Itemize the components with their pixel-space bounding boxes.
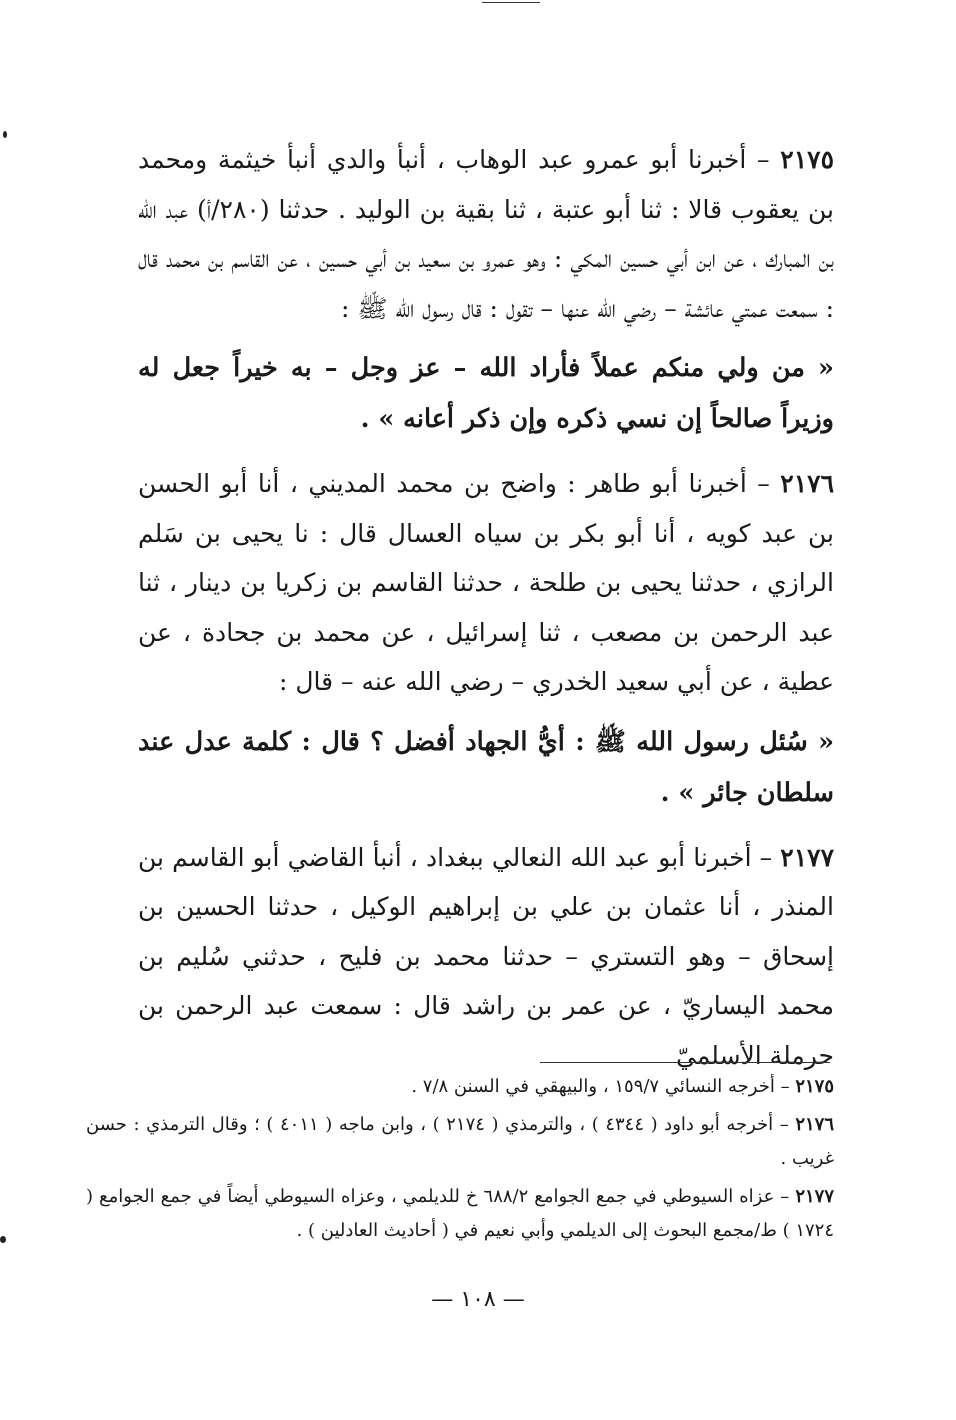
footnote-2177 xyxy=(86,1180,834,1248)
entry-number: ٢١٧٥ xyxy=(780,145,835,174)
entry-number: ٢١٧٦ xyxy=(780,469,835,498)
top-rule xyxy=(482,2,540,3)
entry-number: ٢١٧٧ xyxy=(780,842,834,872)
isnad-text: – أخبرنا أبو طاهر : واضح بن محمد المديني ، أنا أبو الحسن بن عبد كويه ، أنا أبو بكر بن سياه العسال قال : نا يحيى بن سَلم الرازي ، حدثنا يحيى بن طلحة ، حدثنا القاسم بن زكريا بن دينار ، ثنا عبد الرحمن بن مصعب ، ثنا إسرائيل ، عن محمد بن جحادة ، عن عطية ، عن أبي سعيد الخدري – رضي الله عنه – قال : xyxy=(138,469,834,696)
hadith-entry-2175 xyxy=(138,135,834,333)
footnote-text: – أخرجه النسائي ١٥٩/٧ ، والبيهقي في السنن ٧/٨ . xyxy=(411,1076,790,1097)
hadith-entry-2176 xyxy=(138,459,834,707)
footnote-text: – عزاه السيوطي في جمع الجوامع ٦٨٨/٢ خ للديلمي ، وعزاه السيوطي أيضاً في جمع الجوامع ( ١٧٢٤ ) ط/مجمع البحوث إلى الديلمي وأبي نعيم في ( أحاديث العادلين ) . xyxy=(86,1186,834,1241)
isnad-text: – أخبرنا أبو عبد الله النعالي ببغداد ، أنبأ القاضي أبو القاسم بن المنذر ، أنا عثمان بن علي بن إبراهيم الوكيل ، حدثنا الحسين بن إسحاق – وهو التستري – حدثنا محمد بن فليح ، حدثني سُليم بن محمد اليساريّ ، عن عمر بن راشد قال : سمعت عبد الرحمن بن حرملة الأسلميّ xyxy=(138,842,834,1070)
footnote-2176 xyxy=(86,1108,834,1176)
footnote-text: – أخرجه أبو داود ( ٤٣٤٤ ) ، والترمذي ( ٢١٧٤ ) ، وابن ماجه ( ٤٠١١ ) ؛ وقال الترمذي : حسن غريب . xyxy=(86,1114,834,1169)
footnote-number: ٢١٧٦ xyxy=(795,1114,834,1135)
isnad-text: – أخبرنا أبو عمرو عبد الوهاب ، أنبأ والدي أنبأ خيثمة ومحمد بن يعقوب قالا : ثنا أبو عتبة ، ثنا بقية بن الوليد . حدثنا (٢٨٠/أ) عبد الله بن المبارك ، عن ابن أبي حسين المكي : وهو عمرو بن سعيد بن أبي حسين ، عن القاسم بن محمد قال : سمعت عمتي عائشة – رضي الله عنها – تقول : قال رسول الله ﷺ : xyxy=(138,145,834,323)
footnote-divider xyxy=(540,1062,830,1063)
hadith-entry-2177 xyxy=(138,833,834,1081)
footnote-number: ٢١٧٧ xyxy=(795,1186,834,1207)
hadith-text: « من ولي منكم عملاً فأراد الله – عز وجل – به خيراً جعل له وزيراً صالحاً إن نسي ذكره وإن ذكر أعانه » . xyxy=(138,353,834,434)
footnotes xyxy=(86,1070,834,1248)
scan-mark-top xyxy=(3,131,7,138)
page-number: — ١٠٨ — xyxy=(431,1287,525,1312)
footnote-2175 xyxy=(86,1070,834,1104)
hadith-text: « سُئل رسول الله ﷺ : أيُّ الجهاد أفضل ؟ قال : كلمة عدل عند سلطان جائر » . xyxy=(138,726,834,808)
page-body xyxy=(138,135,834,1080)
scan-mark-bottom xyxy=(0,1236,6,1243)
footnote-number: ٢١٧٥ xyxy=(795,1076,834,1097)
